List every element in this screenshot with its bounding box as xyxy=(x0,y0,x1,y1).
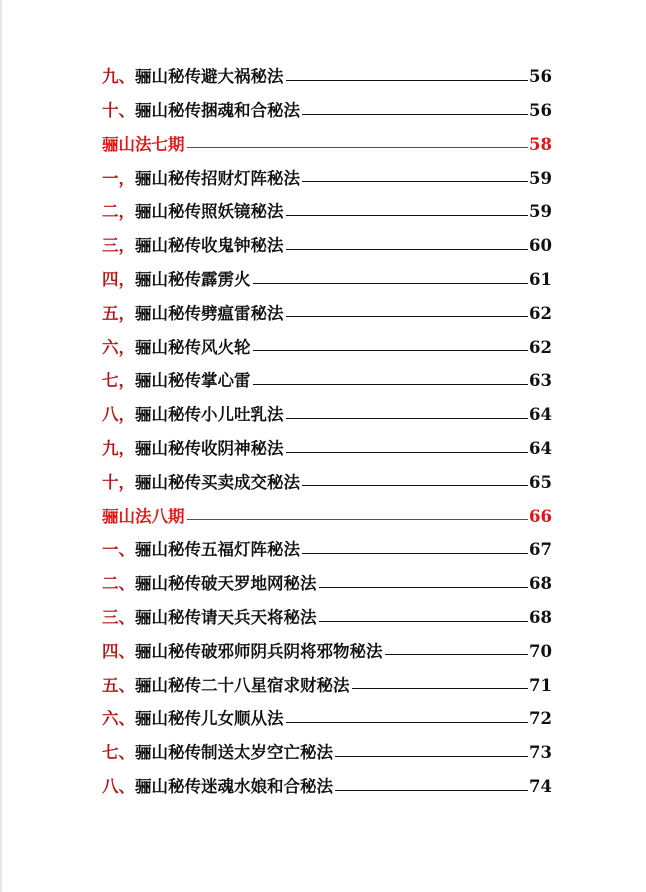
toc-entry-number: 六， xyxy=(102,337,135,357)
toc-entry-number: 五， xyxy=(102,303,135,323)
toc-entry[interactable] xyxy=(102,295,552,329)
toc-entry-title: 骊山法八期 xyxy=(102,506,185,526)
toc-page-number: 71 xyxy=(529,675,552,695)
toc-entry-title: 骊山秘传制送太岁空亡秘法 xyxy=(135,743,333,763)
toc-leader-line xyxy=(335,756,528,757)
table-of-contents xyxy=(102,58,552,802)
toc-entry-title: 骊山法七期 xyxy=(102,134,185,154)
toc-entry-number: 十， xyxy=(102,472,135,492)
toc-page-number: 60 xyxy=(529,236,552,256)
toc-leader-line xyxy=(286,249,529,250)
toc-page-number: 70 xyxy=(529,641,552,661)
toc-leader-line xyxy=(302,485,528,486)
toc-entry-title: 骊山秘传招财灯阵秘法 xyxy=(135,168,300,188)
toc-entry-title: 骊山秘传避大祸秘法 xyxy=(135,67,284,87)
toc-entry[interactable] xyxy=(102,328,552,362)
toc-entry-number: 二、 xyxy=(102,574,135,594)
toc-entry[interactable] xyxy=(102,599,552,633)
toc-leader-line xyxy=(253,350,529,351)
toc-entry-title: 骊山秘传二十八星宿求财秘法 xyxy=(135,675,350,695)
toc-page-number: 66 xyxy=(529,506,552,526)
toc-page-number: 62 xyxy=(529,337,552,357)
toc-entry-title: 骊山秘传请天兵天将秘法 xyxy=(135,608,317,628)
toc-entry-number: 五、 xyxy=(102,675,135,695)
toc-page-number: 56 xyxy=(529,67,552,87)
toc-leader-line xyxy=(253,384,529,385)
toc-entry-title: 骊山秘传劈瘟雷秘法 xyxy=(135,303,284,323)
toc-entry-number: 三， xyxy=(102,236,135,256)
toc-leader-line xyxy=(302,553,528,554)
toc-entry-title: 骊山秘传破天罗地网秘法 xyxy=(135,574,317,594)
toc-page-number: 56 xyxy=(529,101,552,121)
toc-page-number: 64 xyxy=(529,439,552,459)
toc-entry[interactable] xyxy=(102,430,552,464)
toc-page-number: 68 xyxy=(529,608,552,628)
toc-page-number: 64 xyxy=(529,405,552,425)
toc-page-number: 72 xyxy=(529,709,552,729)
toc-entry-title: 骊山秘传迷魂水娘和合秘法 xyxy=(135,777,333,797)
toc-entry[interactable] xyxy=(102,531,552,565)
toc-entry-title: 骊山秘传小儿吐乳法 xyxy=(135,405,284,425)
toc-leader-line xyxy=(187,147,529,148)
toc-entry-number: 六、 xyxy=(102,709,135,729)
toc-page-number: 73 xyxy=(529,743,552,763)
toc-entry[interactable] xyxy=(102,193,552,227)
toc-entry-number: 一， xyxy=(102,168,135,188)
toc-page-number: 61 xyxy=(529,270,552,290)
toc-leader-line xyxy=(286,418,529,419)
toc-entry-title: 骊山秘传掌心雷 xyxy=(135,371,251,391)
toc-entry[interactable] xyxy=(102,700,552,734)
toc-leader-line xyxy=(302,181,528,182)
toc-entry[interactable] xyxy=(102,261,552,295)
toc-leader-line xyxy=(187,519,529,520)
toc-page-number: 59 xyxy=(529,202,552,222)
toc-section-heading[interactable] xyxy=(102,126,552,160)
toc-leader-line xyxy=(385,654,529,655)
toc-entry-number: 九， xyxy=(102,439,135,459)
toc-leader-line xyxy=(286,215,529,216)
toc-entry-number: 九、 xyxy=(102,67,135,87)
toc-entry-title: 骊山秘传破邪师阴兵阴将邪物秘法 xyxy=(135,641,383,661)
toc-section-heading[interactable] xyxy=(102,497,552,531)
toc-entry-title: 骊山秘传照妖镜秘法 xyxy=(135,202,284,222)
toc-entry-number: 七， xyxy=(102,371,135,391)
toc-leader-line xyxy=(286,452,529,453)
toc-leader-line xyxy=(286,722,529,723)
toc-page-number: 67 xyxy=(529,540,552,560)
toc-page-number: 62 xyxy=(529,303,552,323)
toc-entry-title: 骊山秘传收阴神秘法 xyxy=(135,439,284,459)
toc-entry-number: 三、 xyxy=(102,608,135,628)
toc-entry[interactable] xyxy=(102,362,552,396)
toc-leader-line xyxy=(352,688,529,689)
toc-entry-number: 一、 xyxy=(102,540,135,560)
toc-entry-title: 骊山秘传捆魂和合秘法 xyxy=(135,101,300,121)
toc-entry-number: 四、 xyxy=(102,641,135,661)
toc-entry-number: 八、 xyxy=(102,777,135,797)
toc-page-number: 59 xyxy=(529,168,552,188)
toc-entry[interactable] xyxy=(102,464,552,498)
toc-page-number: 65 xyxy=(529,472,552,492)
toc-entry-title: 骊山秘传霹雳火 xyxy=(135,270,251,290)
toc-entry-number: 七、 xyxy=(102,743,135,763)
toc-entry[interactable] xyxy=(102,159,552,193)
toc-page-number: 68 xyxy=(529,574,552,594)
toc-leader-line xyxy=(335,790,528,791)
toc-entry-number: 二， xyxy=(102,202,135,222)
toc-entry[interactable] xyxy=(102,396,552,430)
toc-entry-title: 骊山秘传风火轮 xyxy=(135,337,251,357)
toc-leader-line xyxy=(286,80,529,81)
toc-entry[interactable] xyxy=(102,227,552,261)
toc-entry-title: 骊山秘传买卖成交秘法 xyxy=(135,472,300,492)
toc-entry-title: 骊山秘传五福灯阵秘法 xyxy=(135,540,300,560)
toc-leader-line xyxy=(286,316,529,317)
toc-page-number: 63 xyxy=(529,371,552,391)
toc-entry[interactable] xyxy=(102,58,552,92)
toc-entry[interactable] xyxy=(102,666,552,700)
toc-entry[interactable] xyxy=(102,633,552,667)
toc-leader-line xyxy=(253,283,529,284)
toc-entry[interactable] xyxy=(102,92,552,126)
toc-page-number: 58 xyxy=(529,134,552,154)
toc-leader-line xyxy=(302,114,528,115)
toc-entry-number: 十、 xyxy=(102,101,135,121)
toc-page-number: 74 xyxy=(529,777,552,797)
toc-entry[interactable] xyxy=(102,565,552,599)
toc-entry-title: 骊山秘传儿女顺从法 xyxy=(135,709,284,729)
toc-leader-line xyxy=(319,621,529,622)
toc-entry[interactable] xyxy=(102,734,552,768)
toc-entry[interactable] xyxy=(102,768,552,802)
toc-entry-number: 八， xyxy=(102,405,135,425)
toc-leader-line xyxy=(319,587,529,588)
toc-entry-number: 四， xyxy=(102,270,135,290)
toc-entry-title: 骊山秘传收鬼钟秘法 xyxy=(135,236,284,256)
